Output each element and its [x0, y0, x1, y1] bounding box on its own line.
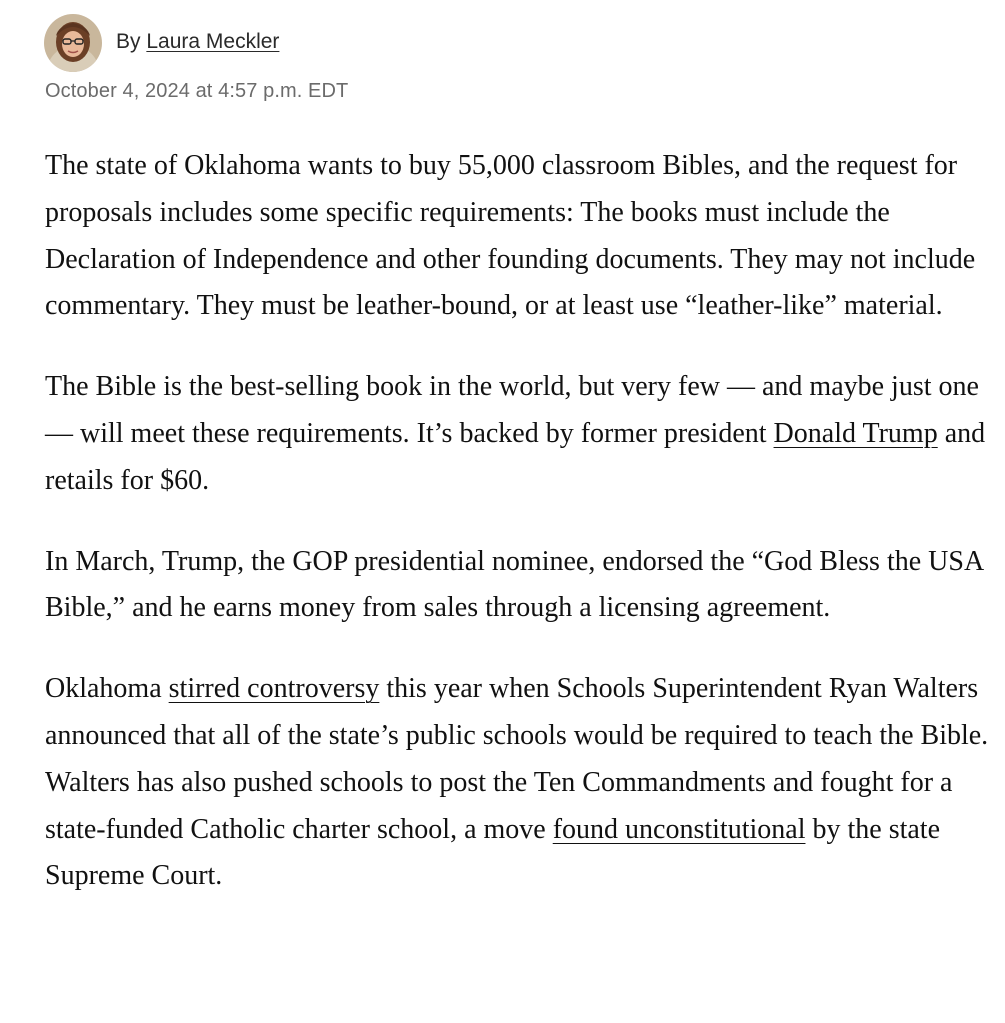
author-avatar[interactable]: [44, 14, 102, 72]
found-unconstitutional-link[interactable]: found unconstitutional: [552, 813, 806, 845]
paragraph-4-text-after: by the state Supreme Court.: [45, 813, 941, 892]
stirred-controversy-link[interactable]: stirred controversy: [168, 673, 380, 705]
article-body: [45, 143, 990, 934]
paragraph-2: [45, 364, 990, 504]
author-link[interactable]: Laura Meckler: [146, 30, 280, 53]
paragraph-4-text-middle: this year when Schools Superintendent Ryan Walters announced that all of the state’s public schools would be required to teach the Bible. Walters has also pushed schools to post the Ten Commandments and fought for a state-funded Catholic charter school, a move: [45, 673, 989, 845]
byline-prefix: By: [116, 30, 141, 53]
paragraph-2-text-after: and retails for $60.: [45, 417, 986, 496]
publish-date: October 4, 2024 at 4:57 p.m. EDT: [45, 80, 349, 102]
paragraph-1: The state of Oklahoma wants to buy 55,000 classroom Bibles, and the request for proposals includes some specific requirements: The books must include the Declaration of Independence and other founding documents. They may not include commentary. They must be leather-bound, or at least use “leather-like” material.: [45, 150, 976, 322]
byline-text: [116, 30, 279, 54]
paragraph-3: In March, Trump, the GOP presidential nominee, endorsed the “God Bless the USA Bible,” and he earns money from sales through a licensing agreement.: [45, 545, 983, 624]
paragraph-2-text-before: The Bible is the best-selling book in the world, but very few — and maybe just one — will meet these requirements. It’s backed by former president: [45, 371, 979, 449]
paragraph-4-text-before: Oklahoma: [45, 673, 169, 705]
byline: [44, 14, 279, 72]
donald-trump-link[interactable]: Donald Trump: [773, 417, 938, 449]
author-photo-icon: [44, 14, 102, 72]
paragraph-4: [45, 666, 990, 900]
